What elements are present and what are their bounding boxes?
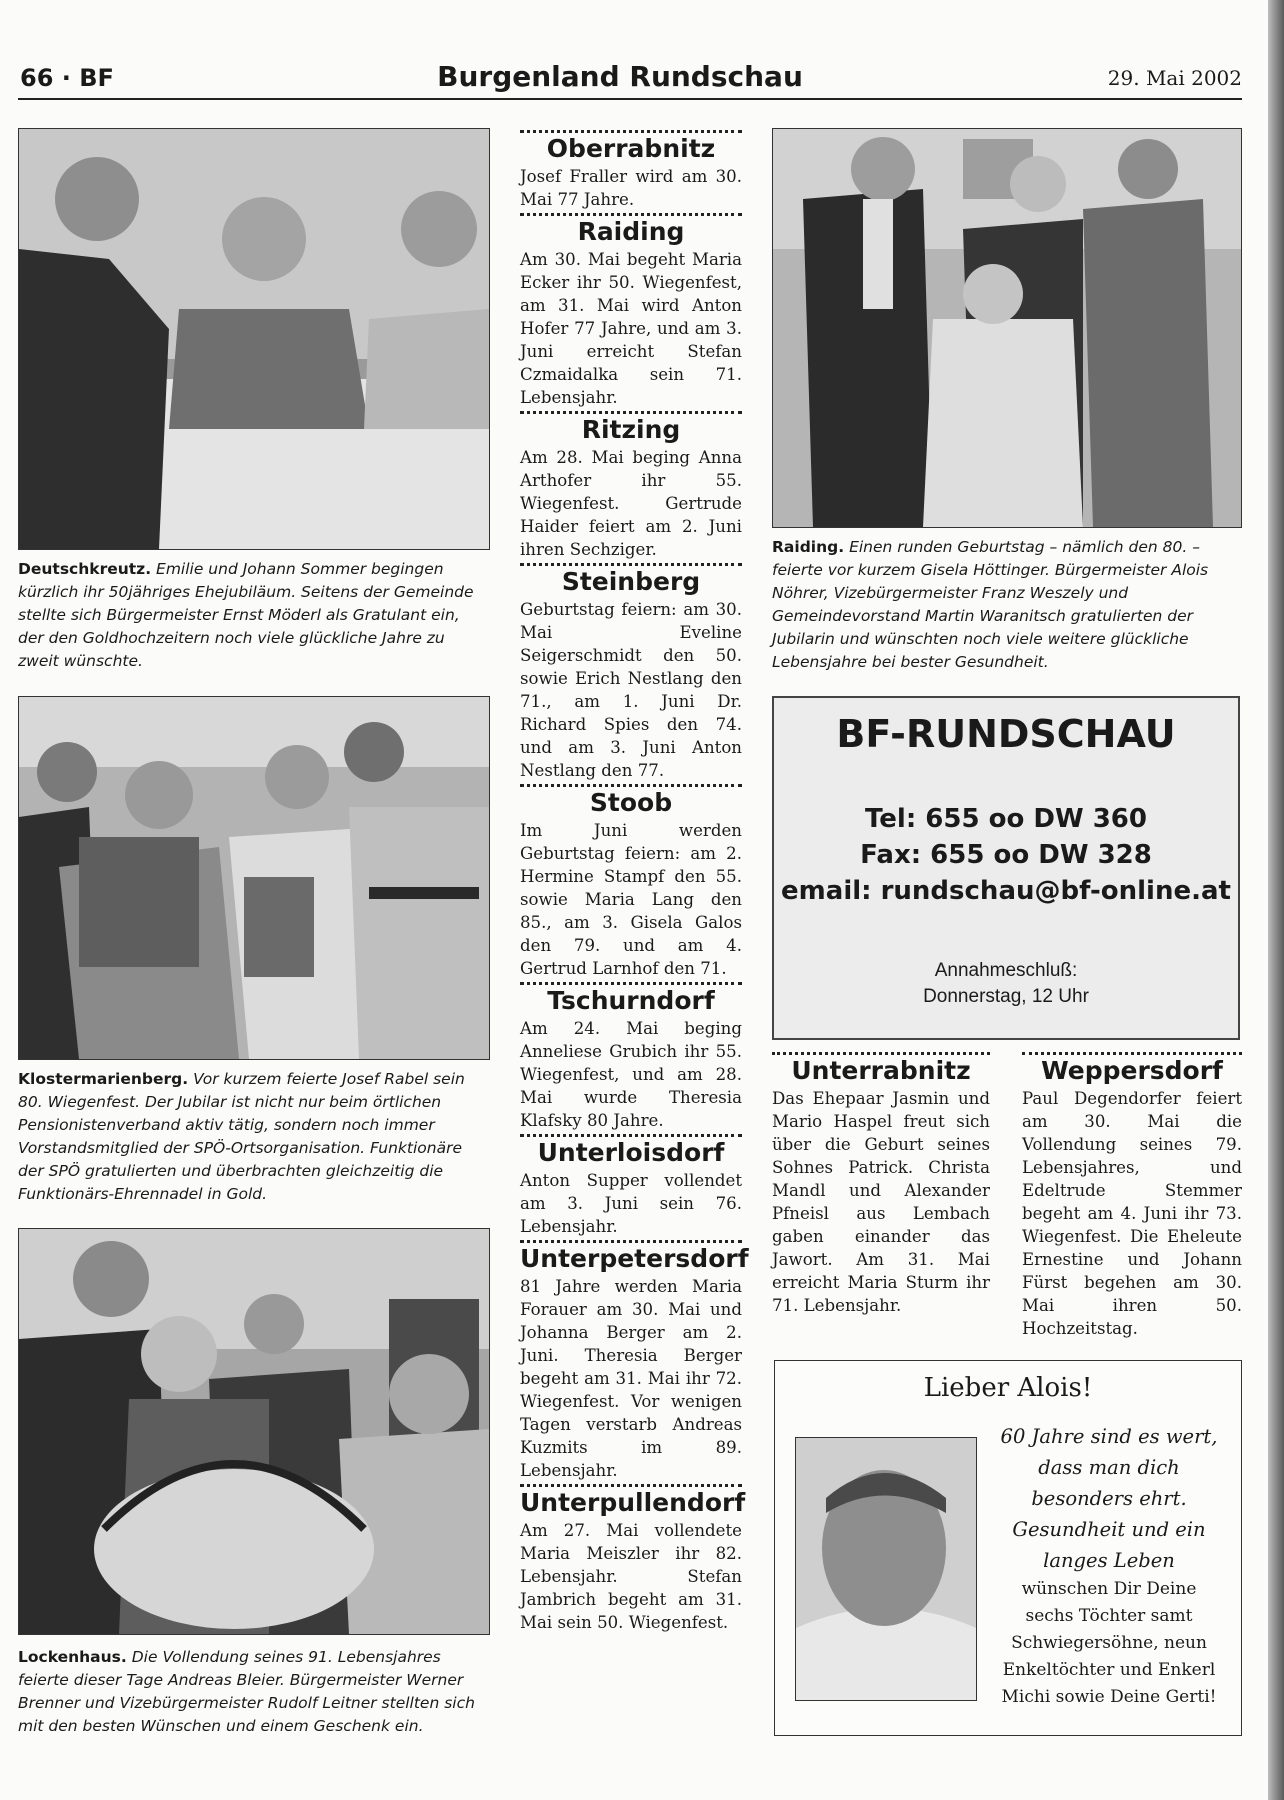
caption-deutschkreutz <box>18 558 490 673</box>
section-unterloisdorf <box>520 1137 742 1238</box>
birthday-column <box>520 128 749 1636</box>
section-body: Das Ehepaar Jasmin und Mario Haspel freut sich über die Geburt seines Sohnes Patrick. Christa Mandl und Alexander Pfneisl aus Lembach gaben einander das Jawort. Am 31. Mai erreicht Maria Sturm ihr 71. Lebensjahr. <box>772 1089 990 1315</box>
section-body: Am 30. Mai begeht Maria Ecker ihr 50. Wiegenfest, am 31. Mai wird Anton Hofer 77 Jahre, und am 3. Juni erreicht Stefan Czmaidalka sein 71. Lebensjahr. <box>520 250 742 407</box>
header-rule <box>18 98 1242 100</box>
greeting-line: dass man dich <box>1038 1456 1180 1479</box>
greeting-line: Michi sowie Deine Gerti! <box>1001 1687 1217 1707</box>
section-unterpullendorf <box>520 1487 746 1634</box>
section-title: Stoob <box>589 788 673 817</box>
caption-raiding <box>772 536 1244 674</box>
section-title: Steinberg <box>561 567 701 596</box>
ad-title: BF-RUNDSCHAU <box>836 712 1176 756</box>
section-title: Tschurndorf <box>547 986 715 1015</box>
section-title: Unterpullendorf <box>520 1488 746 1517</box>
ad-email[interactable]: email: rundschau@bf-online.at <box>781 876 1231 906</box>
greeting-line: Schwiegersöhne, neun <box>1011 1633 1207 1653</box>
section-title: Weppersdorf <box>1041 1056 1223 1085</box>
caption-place: Deutschkreutz. <box>18 560 152 578</box>
caption-place: Raiding. <box>772 538 845 556</box>
photo-lockenhaus <box>18 1228 490 1635</box>
section-raiding <box>520 216 742 409</box>
caption-text: Einen runden Geburtstag – nämlich den 80. – feierte vor kurzem Gisela Höttinger. Bürgermeister Alois Nöhrer, Vizebürgermeister Franz Weszely und Gemeindevorstand Martin Waranitsch gratulierten der Jubilarin und wünschten noch viele weitere glückliche Lebensjahre bei bester Gesundheit. <box>772 538 1209 671</box>
caption-lockenhaus <box>18 1646 490 1738</box>
ad-tel: Tel: 655 oo DW 360 <box>865 804 1147 834</box>
greeting-line: Gesundheit und ein <box>1012 1518 1206 1541</box>
section-tschurndorf <box>520 985 742 1132</box>
greeting-line: 60 Jahre sind es wert, <box>1000 1425 1218 1448</box>
section-title: Unterrabnitz <box>791 1056 971 1085</box>
caption-place: Lockenhaus. <box>18 1648 127 1666</box>
section-body: Am 27. Mai vollendete Maria Meiszler ihr 82. Lebensjahr. Stefan Jambrich begeht am 31. Mai sein 50. Wiegenfest. <box>520 1521 742 1632</box>
greeting-line: langes Leben <box>1043 1549 1175 1572</box>
section-body: Paul Degendorfer feiert am 30. Mai die Vollendung seines 79. Lebensjahres, und Edeltrude Stemmer begeht am 4. Juni ihr 73. Wiegenfest. Die Eheleute Ernestine und Johann Fürst begehen am 30. Mai ihren 50. Hochzeitstag. <box>1022 1089 1242 1338</box>
caption-text: Die Vollendung seines 91. Lebensjahres feierte dieser Tage Andreas Bleier. Bürgermeister Werner Brenner und Vizebürgermeister Rudolf Leitner stellten sich mit den besten Wünschen und einem Geschenk ein. <box>18 1648 475 1735</box>
photo-klostermarienberg <box>18 696 490 1060</box>
section-body: Im Juni werden Geburtstag feiern: am 2. Hermine Stampf den 55. sowie Maria Lang den 85., am 3. Gisela Galos den 79. und am 4. Gertrud Larnhof den 71. <box>520 821 742 978</box>
section-body: Anton Supper vollendet am 3. Juni sein 76. Lebensjahr. <box>520 1171 742 1236</box>
section-title: Unterloisdorf <box>537 1138 725 1167</box>
section-body: 81 Jahre werden Maria Forauer am 30. Mai und Johanna Berger am 2. Juni. Theresia Berger begeht am 31. Mai ihr 72. Wiegenfest. Vor wenigen Tagen verstarb Andreas Kuzmits im 89. Lebensjahr. <box>520 1277 742 1480</box>
section-title: Ritzing <box>581 415 681 444</box>
section-body: Geburtstag feiern: am 30. Mai Eveline Seigerschmidt den 50. sowie Erich Nestlang den 71., am 1. Juni Dr. Richard Spies den 74. und am 3. Juni Anton Nestlang den 77. <box>520 600 742 780</box>
section-body: Am 28. Mai beging Anna Arthofer ihr 55. Wiegenfest. Gertrude Haider feiert am 2. Juni ihren Sechziger. <box>520 448 742 559</box>
photo-raiding <box>772 128 1242 528</box>
section-unterpetersdorf <box>520 1243 749 1482</box>
photo-alois <box>795 1437 977 1701</box>
section-stoob <box>520 787 742 980</box>
section-weppersdorf <box>1022 1052 1242 1340</box>
section-title: Unterpetersdorf <box>520 1244 749 1273</box>
caption-text: Vor kurzem feierte Josef Rabel sein 80. Wiegenfest. Der Jubilar ist nicht nur beim örtlichen Pensionistenverband aktiv tätig, sondern noch immer Vorstandsmitglied der SPÖ-Ortsorganisation. Funktionäre der SPÖ gratulierten und überbrachten gleichzeitig die Funktionärs-Ehrennadel in Gold. <box>18 1070 465 1203</box>
caption-klostermarienberg <box>18 1068 490 1206</box>
bf-rundschau-ad <box>772 696 1240 1040</box>
photo-deutschkreutz <box>18 128 490 550</box>
greeting-line: Enkeltöchter und Enkerl <box>1002 1660 1216 1680</box>
section-ritzing <box>520 414 742 561</box>
greeting-title: Lieber Alois! <box>923 1373 1093 1403</box>
issue-date: 29. Mai 2002 <box>1107 66 1242 90</box>
section-body: Am 24. Mai beging Anneliese Grubich ihr 55. Wiegenfest, und am 28. Mai wurde Theresia Klafsky 80 Jahre. <box>520 1019 742 1130</box>
page-label: 66 · BF <box>20 64 114 92</box>
section-oberrabnitz <box>520 133 742 211</box>
greeting-message <box>987 1421 1231 1711</box>
section-body: Josef Fraller wird am 30. Mai 77 Jahre. <box>520 167 742 209</box>
greeting-line: sechs Töchter samt <box>1025 1606 1193 1626</box>
page-edge <box>1268 0 1284 1800</box>
greeting-box <box>774 1360 1242 1736</box>
section-unterrabnitz <box>772 1052 990 1317</box>
greeting-line: wünschen Dir Deine <box>1021 1579 1197 1599</box>
ad-fax: Fax: 655 oo DW 328 <box>860 840 1152 870</box>
ad-deadline-value: Donnerstag, 12 Uhr <box>923 986 1089 1007</box>
section-steinberg <box>520 566 742 782</box>
section-title: Raiding <box>577 217 685 246</box>
newspaper-title: Burgenland Rundschau <box>437 60 803 93</box>
caption-place: Klostermarienberg. <box>18 1070 189 1088</box>
ad-deadline-label: Annahmeschluß: <box>934 960 1078 981</box>
greeting-line: besonders ehrt. <box>1031 1487 1187 1510</box>
caption-text: Emilie und Johann Sommer begingen kürzlich ihr 50jähriges Ehejubiläum. Seitens der Gemeinde stellte sich Bürgermeister Ernst Möderl als Gratulant ein, der den Goldhochzeitern noch viele glückliche Jahre zu zweit wünschte. <box>18 560 474 670</box>
section-title: Oberrabnitz <box>546 134 716 163</box>
